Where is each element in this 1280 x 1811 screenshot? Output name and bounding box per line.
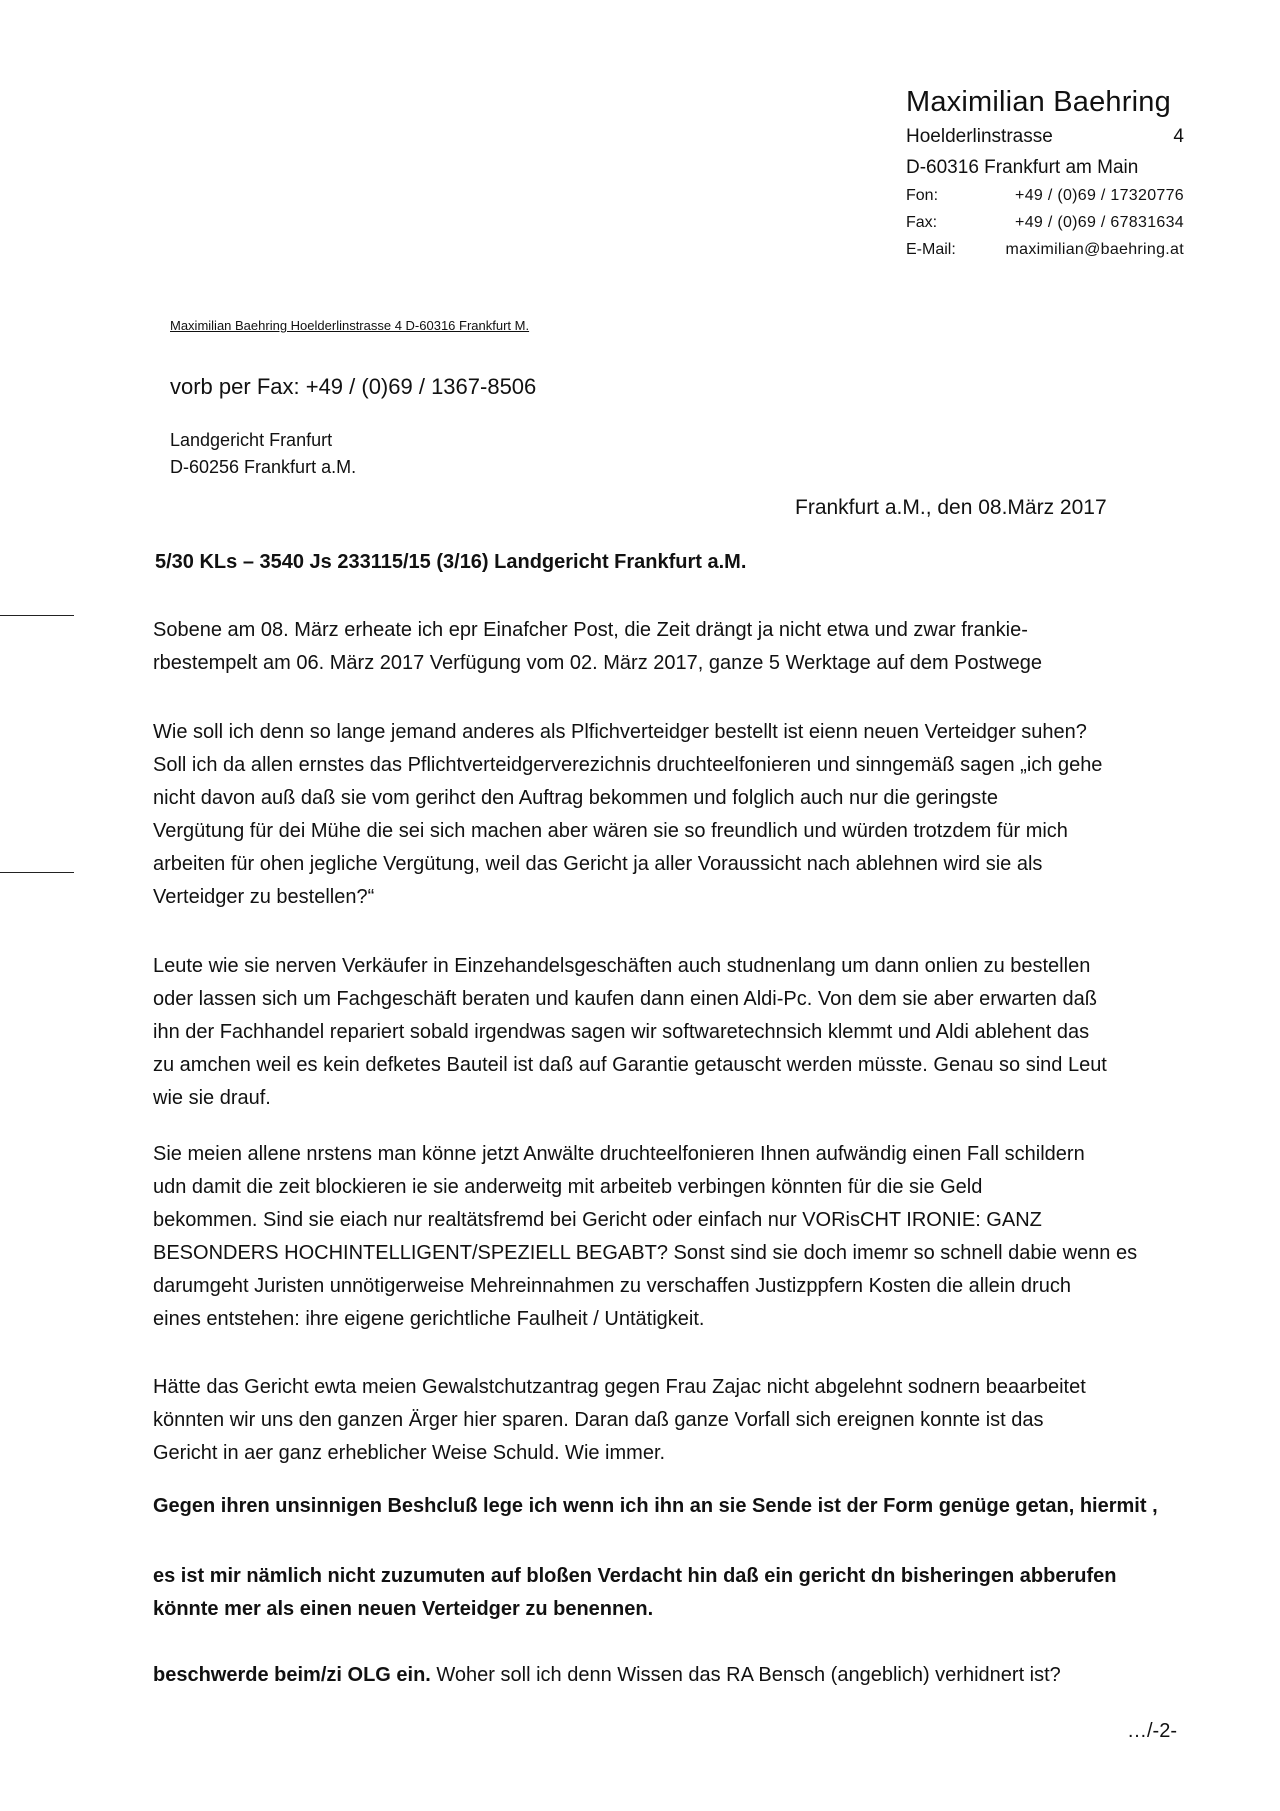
return-address-line: Maximilian Baehring Hoelderlinstrasse 4 D-60316 Frankfurt M. <box>170 318 530 333</box>
email-value: maximilian@baehring.at <box>1005 241 1184 258</box>
sender-street: Hoelderlinstrasse <box>906 126 1053 147</box>
sender-city: D-60316 Frankfurt am Main <box>906 157 1139 178</box>
fold-mark-top <box>0 615 74 616</box>
sender-house-number: 4 <box>1173 126 1184 147</box>
sender-street-line <box>906 126 1184 148</box>
sender-name: Maximilian Baehring <box>906 86 1171 118</box>
fax-transmission-line: vorb per Fax: +49 / (0)69 / 1367-8506 <box>170 374 537 399</box>
paragraph-8-bold: beschwerde beim/zi OLG ein. <box>153 1664 431 1686</box>
reference-line: 5/30 KLs – 3540 Js 233115/15 (3/16) Landgericht Frankfurt a.M. <box>155 551 747 573</box>
phone-value: +49 / (0)69 / 17320776 <box>1015 187 1184 204</box>
paragraph-8-rest: Woher soll ich denn Wissen das RA Bensch (angeblich) verhidnert ist? <box>430 1664 1061 1686</box>
email-label: E-Mail: <box>906 241 956 258</box>
sender-email-row <box>906 241 1184 259</box>
recipient-line-1: Landgericht Franfurt <box>170 430 333 450</box>
fold-mark-middle <box>0 872 74 873</box>
paragraph-1: Sobene am 08. März erheate ich epr Einafcher Post, die Zeit drängt ja nicht etwa und zwar frankie- rbestempelt am 06. März 2017 Verfügung vom 02. März 2017, ganze 5 Werktage auf dem Postwege <box>153 619 1043 674</box>
page-continuation-marker: …/-2- <box>1127 1720 1177 1742</box>
paragraph-2: Wie soll ich denn so lange jemand anderes als Plfichverteidger bestellt ist eienn neuen Verteidger suhen? Soll ich da allen ernstes das Pflichtverteidgerverezichnis druchteelfonieren und sinngemäß sagen „ich gehe nicht davon auß daß sie vom gerihct den Auftrag bekommen und folglich auch nur die geringste Vergütung für dei Mühe die sei sich machen aber wären sie so freundlich und würden trotzdem für mich arbeiten für ohen jegliche Vergütung, weil das Gericht ja aller Voraussicht nach ablehnen wird sie als Verteidger zu bestellen?“ <box>153 721 1103 908</box>
phone-label: Fon: <box>906 187 939 204</box>
fax-value: +49 / (0)69 / 67831634 <box>1015 214 1184 231</box>
paragraph-4: Sie meien allene nrstens man könne jetzt Anwälte druchteelfonieren Ihnen aufwändig einen Fall schildern udn damit die zeit blockieren ie sie anderweitg mit arbeiteb verbingen könnten für die sie Geld bekommen. Sind sie eiach nur realtätsfremd bei Gericht oder einfach nur VORisCHT IRONIE: GANZ BESONDERS HOCHINTELLIGENT/SPEZIELL BEGABT? Sonst sind sie doch imemr so schnell dabie wenn es darumgeht Juristen unnötigerweise Mehreinnahmen zu verschaffen Justizppfern Kosten die allein druch eines entstehen: ihre eigene gerichtliche Faulheit / Untätigkeit. <box>153 1143 1138 1330</box>
sender-phone-row <box>906 187 1184 205</box>
paragraph-8 <box>153 1659 1198 1692</box>
paragraph-7: es ist mir nämlich nicht zuzumuten auf bloßen Verdacht hin daß ein gericht dn bisheringen abberufen könnte mer als einen neuen Verteidger zu benennen. <box>153 1565 1117 1620</box>
paragraph-3: Leute wie sie nerven Verkäufer in Einzehandelsgeschäften auch studnenlang um dann onlien zu bestellen oder lassen sich um Fachgeschäft beraten und kaufen dann einen Aldi-Pc. Von dem sie aber erwarten daß ihn der Fachhandel repariert sobald irgendwas sagen wir softwaretechnsich klemmt und Aldi ablehent das zu amchen weil es kein defketes Bauteil ist daß auf Garantie getauscht werden müsste. Genau so sind Leut wie sie drauf. <box>153 955 1107 1109</box>
sender-fax-row <box>906 214 1184 232</box>
recipient-line-2: D-60256 Frankfurt a.M. <box>170 457 357 477</box>
paragraph-5: Hätte das Gericht ewta meien Gewalstchutzantrag gegen Frau Zajac nicht abgelehnt sodnern beaarbeitet könnten wir uns den ganzen Ärger hier sparen. Daran daß ganze Vorfall sich ereignen konnte ist das Gericht in aer ganz erheblicher Weise Schuld. Wie immer. <box>153 1376 1086 1464</box>
fax-label: Fax: <box>906 214 938 231</box>
date-line: Frankfurt a.M., den 08.März 2017 <box>795 496 1107 519</box>
paragraph-6: Gegen ihren unsinnigen Beshcluß lege ich wenn ich ihn an sie Sende ist der Form genüge getan, hiermit , <box>153 1495 1158 1517</box>
